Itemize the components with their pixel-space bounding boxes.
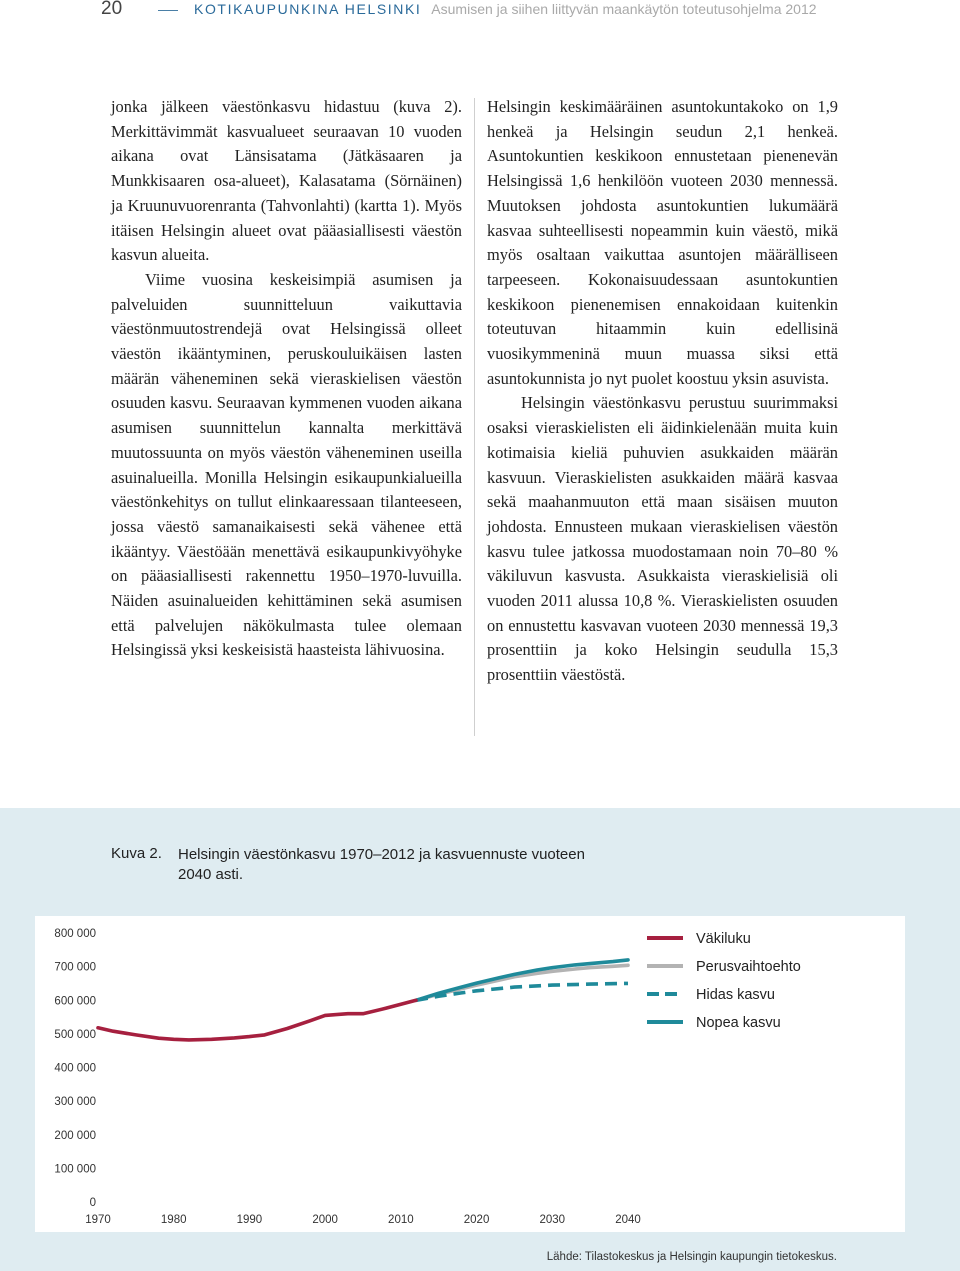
- paragraph: Viime vuosina keskeisimpiä asumisen ja palveluiden suunnitteluun vaikuttavia väestönmuutostrendejä ovat Helsingissä olleet väestön ikääntyminen, peruskouluikäisen lasten määrän väheneminen sekä vieraskielisen väestön osuuden kasvu. Seuraavan kymmenen vuoden aikana asumisen suunnittelun kannalta merkittävä muutossuunta on myös väestön väheneminen useilla asuinalueilla. Monilla Helsingin esikaupunkialueilla väestönkehitys on tullut elinkaaressaan tilanteeseen, jossa väestö samanaikaisesti sekä vähenee että ikääntyy. Väestöään menettävä esikaupunkivyöhyke on pääasiallisesti rakennettu 1950–1970-luvuilla. Näiden asuinalueiden kehittäminen sekä asumisen että palvelujen näkökulmasta tulee olemaan Helsingissä yksi keskeisistä haasteista lähivuosina.: [111, 269, 462, 660]
- header-rule: [158, 10, 178, 11]
- figure-caption: Helsingin väestönkasvu 1970–2012 ja kasvuennuste vuoteen 2040 asti.: [178, 846, 585, 883]
- y-tick-label: 100 000: [54, 1163, 96, 1176]
- y-tick-label: 500 000: [54, 1028, 96, 1041]
- page-number: 20: [101, 0, 123, 19]
- x-tick-label: 1980: [160, 1214, 187, 1226]
- y-tick-label: 700 000: [54, 961, 96, 974]
- legend-label: Perusvaihtoehto: [696, 959, 801, 975]
- y-tick-label: 800 000: [54, 928, 96, 940]
- y-tick-label: 400 000: [54, 1062, 96, 1075]
- publication-subtitle: Asumisen ja siihen liittyvän maankäytön toteutusohjelma 2012: [431, 1, 817, 17]
- left-column: [111, 95, 462, 663]
- x-tick-label: 2020: [463, 1214, 490, 1226]
- x-tick-label: 2030: [539, 1214, 566, 1226]
- legend-label: Hidas kasvu: [696, 987, 775, 1003]
- x-tick-label: 1970: [85, 1214, 111, 1226]
- x-tick-label: 1990: [236, 1214, 263, 1226]
- x-tick-label: 2000: [312, 1214, 338, 1226]
- figure-label: Kuva 2.: [111, 845, 162, 862]
- figure-source: Lähde: Tilastokeskus ja Helsingin kaupungin tietokeskus.: [546, 1251, 837, 1263]
- running-header: [194, 1, 817, 17]
- x-tick-label: 2040: [615, 1214, 641, 1226]
- legend-label: Väkiluku: [696, 931, 751, 947]
- column-divider: [474, 98, 475, 736]
- y-tick-label: 600 000: [54, 995, 96, 1008]
- y-tick-label: 300 000: [54, 1096, 96, 1109]
- right-column: [487, 95, 838, 688]
- y-tick-label: 0: [89, 1197, 96, 1209]
- figure-box: [0, 808, 960, 1271]
- page-header: [0, 0, 960, 26]
- legend-label: Nopea kasvu: [696, 1015, 781, 1031]
- y-tick-label: 200 000: [54, 1129, 96, 1142]
- paragraph: jonka jälkeen väestönkasvu hidastuu (kuva 2). Merkittävimmät kasvualueet seuraavan 10 vuoden aikana ovat Länsisatama (Jätkäsaaren ja Munkkisaaren osa-alueet), Kalasatama (Sörnäinen) ja Kruunuvuorenranta (Tahvonlahti) (kartta 1). Myös itäisen Helsingin alueet ovat pääasiallisesti väestön kasvun alueita.: [111, 97, 462, 265]
- paragraph: Helsingin väestönkasvu perustuu suurimmaksi osaksi vieraskielisten eli äidinkielenään muita kuin kotimaisia kieliä puhuvien asukkaiden määrän kasvuun. Vieraskielisten asukkaiden määrä kasvaa sekä maahanmuuton että maan sisäisen muuton johdosta. Ennusteen mukaan vieraskielisen väestön kasvu tulee jatkossa muodostamaan noin 70–80 % väkiluvun kasvusta. Asukkaista vieraskielisiä oli vuoden 2011 alussa 10,8 %. Vieraskielisten osuuden on ennustettu kasvavan vuoteen 2030 mennessä 19,3 prosenttiin ja koko Helsingin seudulla 15,3 prosenttiin väestöstä.: [487, 393, 838, 685]
- publication-title: KOTIKAUPUNKINA HELSINKI: [194, 1, 422, 17]
- paragraph: Helsingin keskimääräinen asuntokuntakoko on 1,9 henkeä ja Helsingin seudun 2,1 henkeä. Asuntokuntien keskikoon ennustetaan pienenevän Helsingissä 1,6 henkilöön vuoteen 2030 mennessä. Muutoksen johdosta asuntokuntien lukumäärä kasvaa suhteellisesti nopeammin kuin väestö, mikä myös osaltaan vaikuttaa asuntojen määrälliseen tarpeeseen. Kokonaisuudessaan asuntokuntien keskikoon pienenemisen ennakoidaan kuitenkin toteutuvan hitaammin kuin edellisinä vuosikymmeninä muun muassa siksi että asuntokunnista jo nyt puolet koostuu yksin asuvista.: [487, 97, 838, 388]
- x-tick-label: 2010: [388, 1214, 414, 1226]
- population-chart: [0, 808, 960, 1271]
